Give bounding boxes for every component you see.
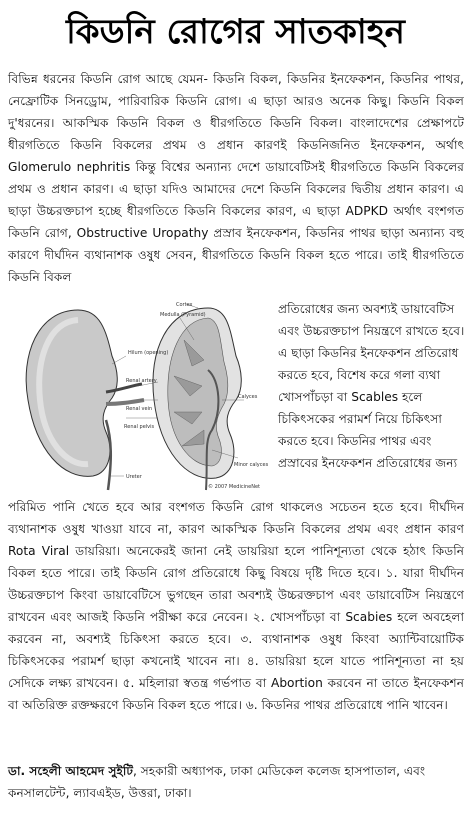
label-minor-calyces: Minor calyces xyxy=(234,462,269,468)
label-medulla: Medulla (Pyramid) xyxy=(160,312,206,318)
figure-credit: © 2007 MedicineNet xyxy=(208,484,261,490)
author-details: , সহকারী অধ্যাপক, ঢাকা মেডিকেল কলেজ হাসপাতাল, এবং কনসালটেন্ট, ল্যাবএইড, উত্তরা, ঢাকা। xyxy=(8,764,426,800)
label-renal-pelvis: Renal pelvis xyxy=(124,424,155,430)
label-hilum: Hilum (opening) xyxy=(128,350,169,356)
author-name: ডা. সহেলী আহমেদ সুইটি xyxy=(8,764,133,778)
author-credit xyxy=(8,760,464,804)
prevention-paragraph: পরিমিত পানি খেতে হবে আর বংশগত কিডনি রোগ থাকলেও সচেতন হতে হবে। দীর্ঘদিন ব্যথানাশক ওষুধ খাওয়া যাবে না, কারণ আকস্মিক কিডনি বিকলের প্রথম এবং প্রধান কারণ Rota Viral ডায়রিয়া। অনেকেরই জানা নেই ডায়রিয়া হলে পানিশূন্যতা থেকে হঠাৎ কিডনি বিকল হতে পারে। তাই কিডনি রোগ প্রতিরোধে কিছু বিষয়ে দৃষ্টি দিতে হবে। ১. যারা দীর্ঘদিন উচ্চরক্তচাপ কিংবা ডায়াবেটিসে ভুগছেন তারা অবশ্যই উচ্চরক্তচাপ এবং ডায়াবেটিস নিয়ন্ত্রণে রাখবেন এবং আজই কিডনি পরীক্ষা করে নেবেন। ২. খোসপাঁচড়া বা Scabies হলে অবহেলা করবেন না, অবশ্যই চিকিৎসা করতে হবে। ৩. ব্যথানাশক ওষুধ কিংবা অ্যান্টিবায়োটিক চিকিৎসকের পরামর্শ ছাড়া কখনোই খাবেন না। ৪. ডায়রিয়া হলে যাতে পানিশূন্যতা না হয় সেদিকে লক্ষ্য রাখবেন। ৫. মহিলারা স্বতন্ত্র গর্ভপাত বা Abortion করবেন না তাতে ইনফেকশন বা অতিরিক্ত রক্তক্ষরণে কিডনি বিকল হতে পারে। ৬. কিডনির পাথর প্রতিরোধে পানি খাবেন। xyxy=(8,500,464,712)
label-calyces: Calyces xyxy=(238,394,258,400)
label-ureter: Ureter xyxy=(126,474,142,480)
label-renal-artery: Renal artery xyxy=(126,378,157,384)
intro-paragraph: বিভিন্ন ধরনের কিডনি রোগ আছে যেমন- কিডনি বিকল, কিডনির ইনফেকশন, কিডনির পাথর, নেফ্রোটিক সিনড্রোম, পারিবারিক কিডনি রোগ। এ ছাড়া আরও অনেক কিছু। কিডনি বিকল দু'ধরনের। আকস্মিক কিডনি বিকল ও ধীরগতিতে কিডনি বিকল। বাংলাদেশের প্রেক্ষাপটে ধীরগতিতে কিডনি বিকলের প্রথম ও প্রধান কারণই কিডনিজনিত ইনফেকশন, অর্থাৎ Glomerulo nephritis কিন্তু বিশ্বের অন্যান্য দেশে ডায়াবেটিসই ধীরগতিতে কিডনি বিকলের প্রথম ও প্রধান কারণ। এ ছাড়া যদিও আমাদের দেশে কিডনি বিকলের দ্বিতীয় প্রধান কারণ। এ ছাড়া উচ্চরক্তচাপ হচ্ছে ধীরগতিতে কিডনি বিকলের কারণ, এ ছাড়া ADPKD অর্থাৎ বংশগত কিডনি রোগ, Obstructive Uropathy প্রস্রাব ইনফেকশন, কিডনির পাথর ছাড়া অন্যান্য বহু কারণে দীর্ঘদিন ব্যথানাশক ওষুধ সেবন, ধীরগতিতে কিডনি বিকল হতে পারে। তাই ধীরগতিতে কিডনি বিকল xyxy=(8,72,464,284)
kidney-anatomy-icon xyxy=(8,300,270,492)
wrap-paragraph: প্রতিরোধের জন্য অবশ্যই ডায়াবেটিস এবং উচ্চরক্তচাপ নিয়ন্ত্রণে রাখতে হবে। এ ছাড়া কিডনির ইনফেকশন প্রতিরোধ করতে হবে, বিশেষ করে গলা ব্যথা খোসপাঁচড়া বা Scables হলে চিকিৎসকের পরামর্শ নিয়ে চিকিৎসা করতে হবে। কিডনির পাথর এবং প্রস্রাবের ইনফেকশন প্রতিরোধের জন্য xyxy=(278,302,465,470)
kidney-illustration xyxy=(8,300,270,492)
article-headline: কিডনি রোগের সাতকাহন xyxy=(66,12,405,52)
label-cortex: Cortex xyxy=(176,302,193,308)
label-renal-vein: Renal vein xyxy=(126,406,153,412)
